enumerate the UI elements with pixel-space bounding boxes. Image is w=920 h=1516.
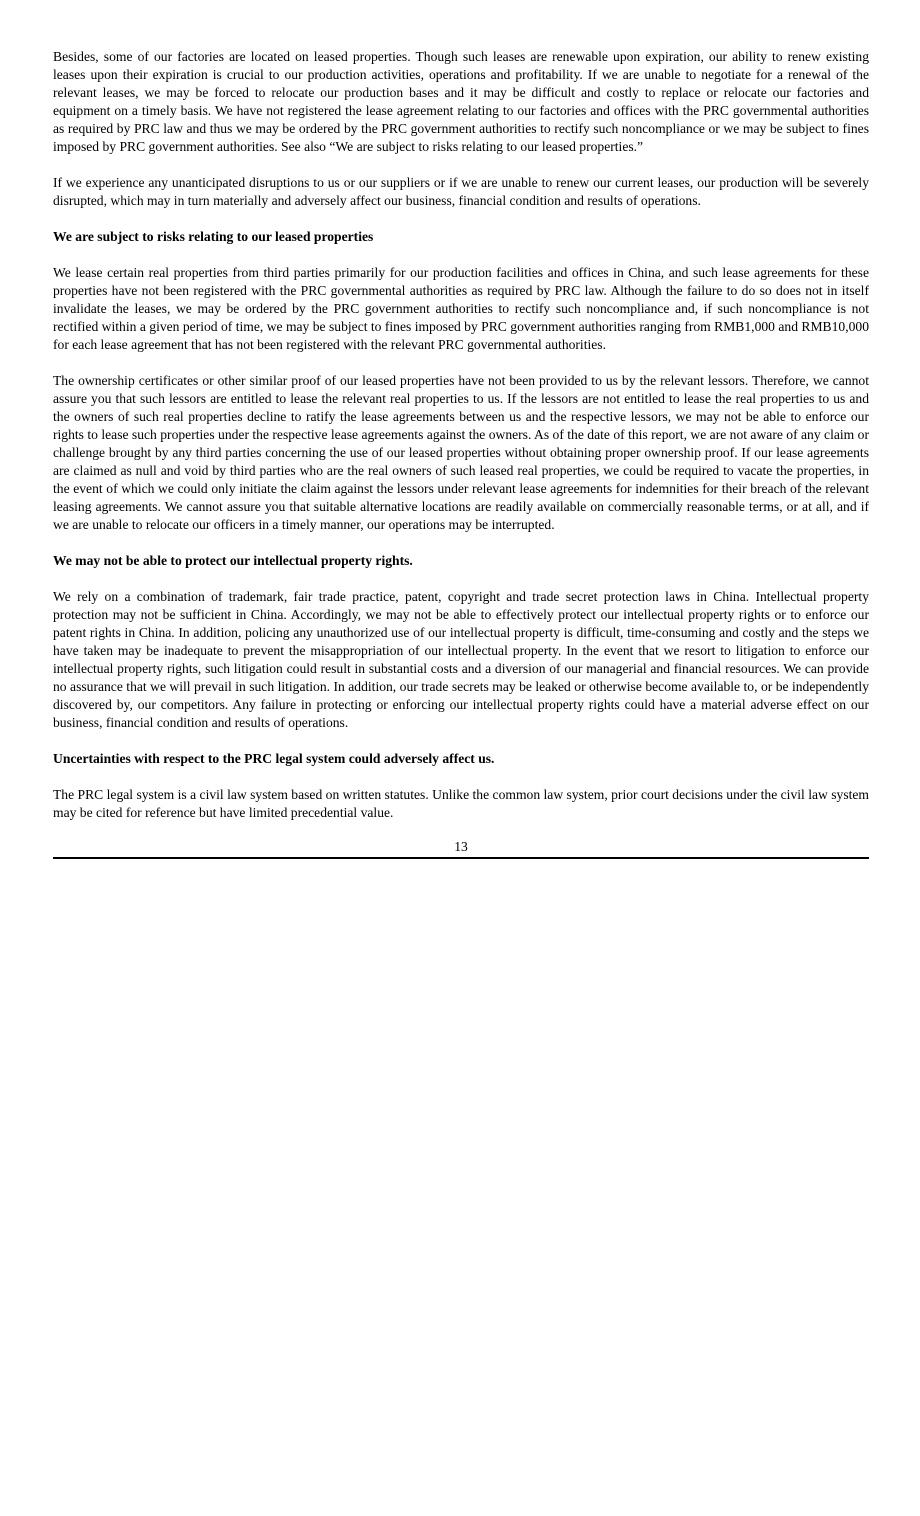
heading-prc-legal-system: Uncertainties with respect to the PRC legal system could adversely affect us. [53,751,495,766]
paragraph-factory-leases: Besides, some of our factories are located on leased properties. Though such leases are renewable upon expiration, our ability to renew existing leases upon their expiration is crucial to our production activities, operations and profitability. If we are unable to negotiate for a renewal of the relevant leases, we may be forced to relocate our production bases and it may be difficult and costly to replace or relocate our factories and equipment on a timely basis. We have not registered the lease agreement relating to our factories and offices with the PRC governmental authorities as required by PRC law and thus we may be ordered by the PRC government authorities to rectify such noncompliance or we may be subject to fines imposed by PRC government authorities. See also “We are subject to risks relating to our leased properties.” [53,49,869,154]
footer-rule [53,857,869,859]
paragraph-prc-legal-system: The PRC legal system is a civil law system based on written statutes. Unlike the common law system, prior court decisions under the civil law system may be cited for reference but have limited precedential value. [53,787,869,820]
paragraph-lease-registration: We lease certain real properties from third parties primarily for our production facilities and offices in China, and such lease agreements for these properties have not been registered with the PRC governmental authorities as required by PRC law. Although the failure to do so does not in itself invalidate the leases, we may be ordered by the PRC government authorities to rectify such noncompliance and, if such noncompliance is not rectified within a given period of time, we may be subject to fines imposed by PRC government authorities ranging from RMB1,000 and RMB10,000 for each lease agreement that has not been registered with the relevant PRC governmental authorities. [53,265,869,352]
paragraph-intellectual-property: We rely on a combination of trademark, fair trade practice, patent, copyright and trade secret protection laws in China. Intellectual property protection may not be sufficient in China. Accordingly, we may not be able to effectively protect our intellectual property rights or to enforce our patent rights in China. In addition, policing any unauthorized use of our intellectual property is difficult, time-consuming and costly and the steps we have taken may be inadequate to prevent the misappropriation of our intellectual property. In the event that we resort to litigation to enforce our intellectual property rights, such litigation could result in substantial costs and a diversion of our managerial and financial resources. We can provide no assurance that we will prevail in such litigation. In addition, our trade secrets may be leaked or otherwise become available to, or be independently discovered by, our competitors. Any failure in protecting or enforcing our intellectual property rights could have a material adverse effect on our business, financial condition and results of operations. [53,589,869,730]
heading-intellectual-property: We may not be able to protect our intellectual property rights. [53,553,413,568]
paragraph-ownership-certificates: The ownership certificates or other similar proof of our leased properties have not been provided to us by the relevant lessors. Therefore, we cannot assure you that such lessors are entitled to lease the relevant real properties to us. If the lessors are not entitled to lease the real properties to us and the owners of such real properties decline to ratify the lease agreements between us and the respective lessors, we may not be able to enforce our rights to lease such properties under the respective lease agreements against the owners. As of the date of this report, we are not aware of any claim or challenge brought by any third parties concerning the use of our leased properties without obtaining proper ownership proof. If our lease agreements are claimed as null and void by third parties who are the real owners of such leased real properties, we could be required to vacate the properties, in the event of which we could only initiate the claim against the lessors under relevant lease agreements for indemnities for their breach of the relevant leasing agreements. We cannot assure you that suitable alternative locations are readily available on commercially reasonable terms, or at all, and if we are unable to relocate our officers in a timely manner, our operations may be interrupted. [53,373,869,532]
paragraph-production-disruption: If we experience any unanticipated disruptions to us or our suppliers or if we are unable to renew our current leases, our production will be severely disrupted, which may in turn materially and adversely affect our business, financial condition and results of operations. [53,175,869,208]
document-page [53,48,869,859]
page-number: 13 [454,839,468,854]
heading-leased-properties-risk: We are subject to risks relating to our leased properties [53,229,374,244]
